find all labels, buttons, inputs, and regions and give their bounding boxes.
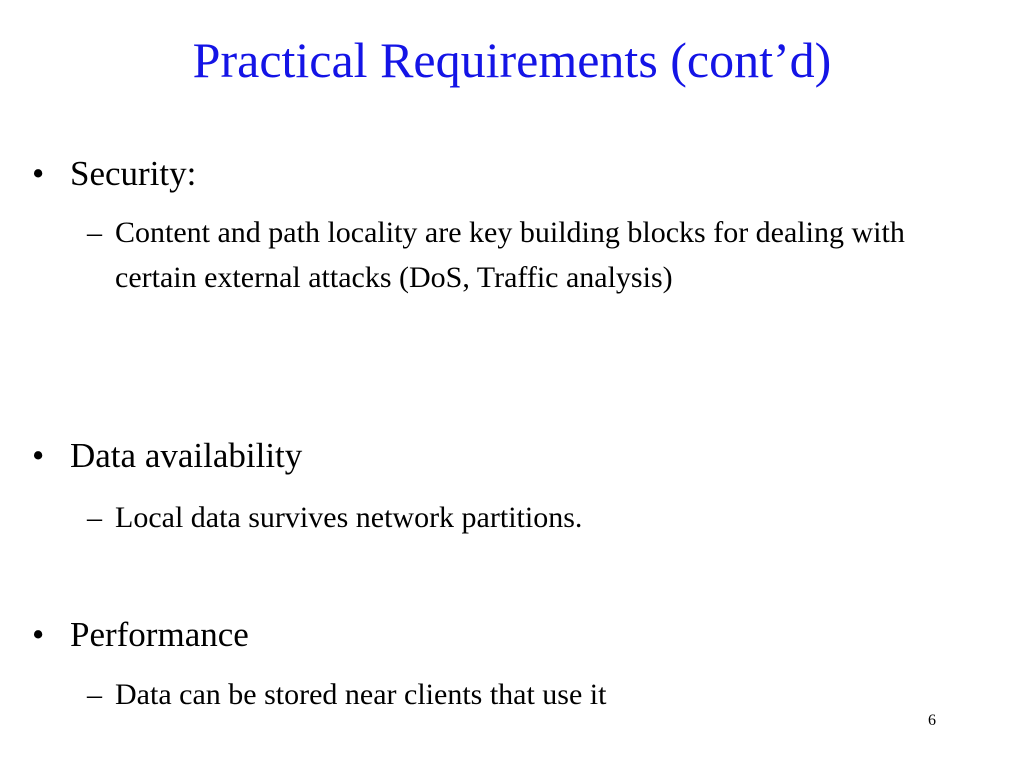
sub-bullet-text: Local data survives network partitions.: [115, 501, 583, 534]
bullet-label: Data availability: [70, 436, 303, 475]
sub-bullet-marker: –: [87, 678, 102, 711]
bullet-marker: •: [32, 154, 45, 193]
sub-bullet-marker: –: [87, 501, 102, 534]
bullet-label: Security:: [70, 154, 197, 193]
bullet-label: Performance: [70, 615, 249, 654]
bullet-marker: •: [32, 615, 45, 654]
sub-bullet-data-availability: [87, 495, 967, 540]
bullet-marker: •: [32, 436, 45, 475]
sub-bullet-text: Content and path locality are key building blocks for dealing with certain external attacks (DoS, Traffic analysis): [115, 216, 905, 294]
bullet-data-availability: [32, 434, 302, 478]
sub-bullet-performance: [87, 672, 967, 717]
slide-title: Practical Requirements (cont’d): [192, 32, 832, 88]
sub-bullet-marker: –: [87, 216, 102, 249]
bullet-security: [32, 152, 196, 196]
page-number: 6: [928, 712, 936, 729]
bullet-performance: [32, 613, 249, 657]
sub-bullet-security: [87, 210, 967, 300]
sub-bullet-text: Data can be stored near clients that use it: [115, 678, 607, 711]
